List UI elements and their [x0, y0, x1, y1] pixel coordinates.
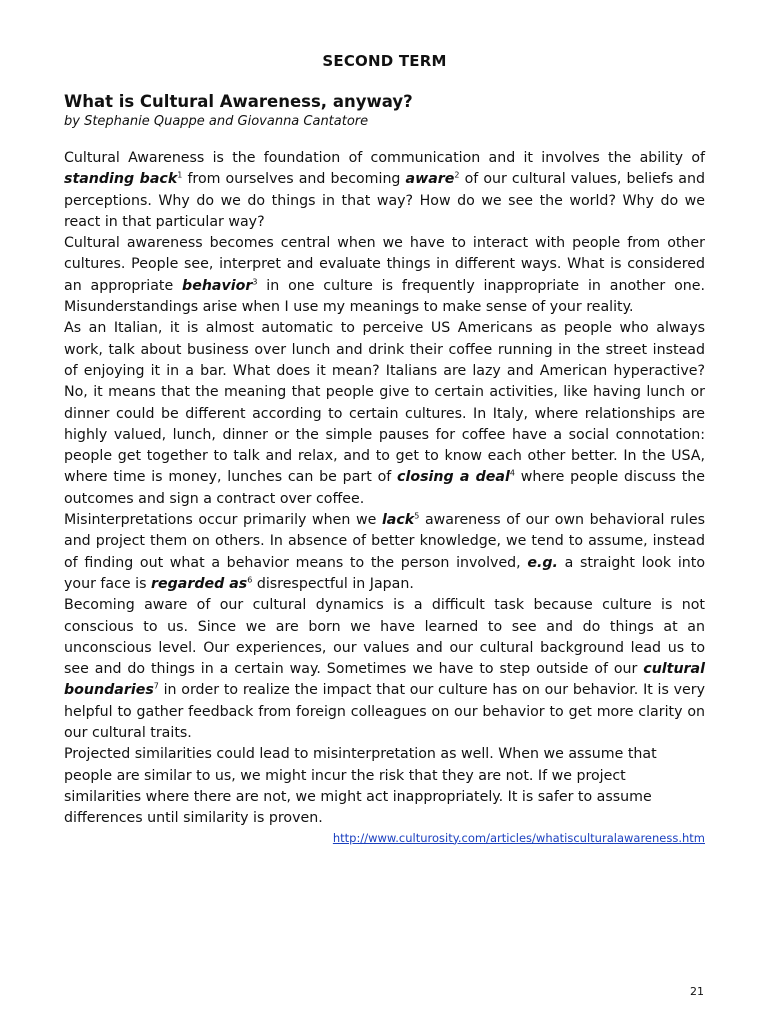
paragraph-text: in order to realize the impact that our culture has on our behavior. It is very helpful to gather feedback from foreign colleagues on our behavior to get more clarity on our cultural traits. — [64, 682, 705, 742]
footnote-marker: 4 — [509, 468, 515, 478]
glossary-term: e.g. — [527, 554, 558, 571]
paragraph-text: As an Italian, it is almost automatic to perceive US Americans as people who always work, talk about business over lunch and drink their coffee running in the street instead of enjoying it in a bar. What does it mean? Italians are lazy and American hyperactive? No, it means that the meaning that people give to certain activities, like having lunch or dinner could be different according to certain cultures. In Italy, where relationships are highly valued, lunch, dinner or the simple pauses for coffee have a social connotation: people get together to talk and relax, and to get to know each other better. In the USA, where time is money, lunches can be part of — [64, 320, 705, 486]
glossary-term: cultural boundaries — [64, 661, 705, 699]
term-heading: SECOND TERM — [322, 52, 447, 70]
glossary-term: closing a deal — [397, 469, 510, 486]
article-paragraph — [64, 318, 705, 510]
glossary-term: aware — [405, 171, 455, 188]
source-line — [64, 831, 705, 845]
glossary-term: lack — [381, 512, 415, 529]
article-title: What is Cultural Awareness, anyway? — [64, 92, 413, 111]
page-number: 21 — [690, 985, 704, 998]
paragraph-text: of our cultural values, beliefs and perceptions. Why do we do things in that way? How do we see the world? Why do we react in that particular way? — [64, 171, 705, 230]
paragraph-text: Cultural Awareness is the foundation of communication and it involves the ability of — [64, 150, 705, 166]
paragraph-text: Projected similarities could lead to misinterpretation as well. When we assume that people are similar to us, we might incur the risk that they are not. If we project similarities where there are not, we might act inappropriately. It is safer to assume differences until similarity is proven. — [64, 746, 657, 827]
paragraph-text: where people discuss the outcomes and sign a contract over coffee. — [64, 469, 705, 507]
paragraph-text: Cultural awareness becomes central when we have to interact with people from other cultures. People see, interpret and evaluate things in different ways. What is considered an appropriate — [64, 235, 705, 294]
footnote-marker: 5 — [414, 511, 420, 521]
glossary-term: behavior — [182, 277, 253, 294]
article-paragraph — [64, 148, 705, 233]
footnote-marker: 3 — [252, 277, 258, 287]
document-page — [64, 52, 705, 845]
footnote-marker: 7 — [153, 681, 159, 691]
article-body — [64, 148, 705, 830]
article-paragraph — [64, 233, 705, 318]
footnote-marker: 1 — [177, 170, 183, 180]
glossary-term: regarded as — [150, 575, 248, 592]
paragraph-text: in one culture is frequently inappropriate in another one. Misunderstandings arise when I use my meanings to make sense of your reality. — [64, 277, 705, 316]
paragraph-text: disrespectful in Japan. — [252, 575, 414, 592]
source-link[interactable]: http://www.culturosity.com/articles/whatisculturalawareness.htm — [332, 830, 705, 845]
paragraph-text: awareness of our own behavioral rules and project them on others. In absence of better knowledge, we tend to assume, instead of finding out what a behavior means to the person involved, — [64, 512, 705, 571]
paragraph-text: from ourselves and becoming — [182, 171, 406, 188]
article-paragraph — [64, 510, 705, 595]
paragraph-text: Becoming aware of our cultural dynamics is a difficult task because culture is not conscious to us. Since we are born we have learned to see and do things at an unconscious level. Our experiences, our values and our cultural background lead us to see and do things in a certain way. Sometimes we have to step outside of our — [64, 597, 705, 678]
article-paragraph — [64, 595, 705, 744]
glossary-term: standing back — [64, 171, 178, 188]
paragraph-text: Misinterpretations occur primarily when we — [64, 512, 382, 529]
article-byline: by Stephanie Quappe and Giovanna Cantatore — [64, 114, 369, 129]
paragraph-text: a straight look into your face is — [64, 554, 705, 592]
article-paragraph — [64, 744, 705, 829]
footnote-marker: 2 — [454, 170, 460, 180]
footnote-marker: 6 — [247, 575, 253, 585]
